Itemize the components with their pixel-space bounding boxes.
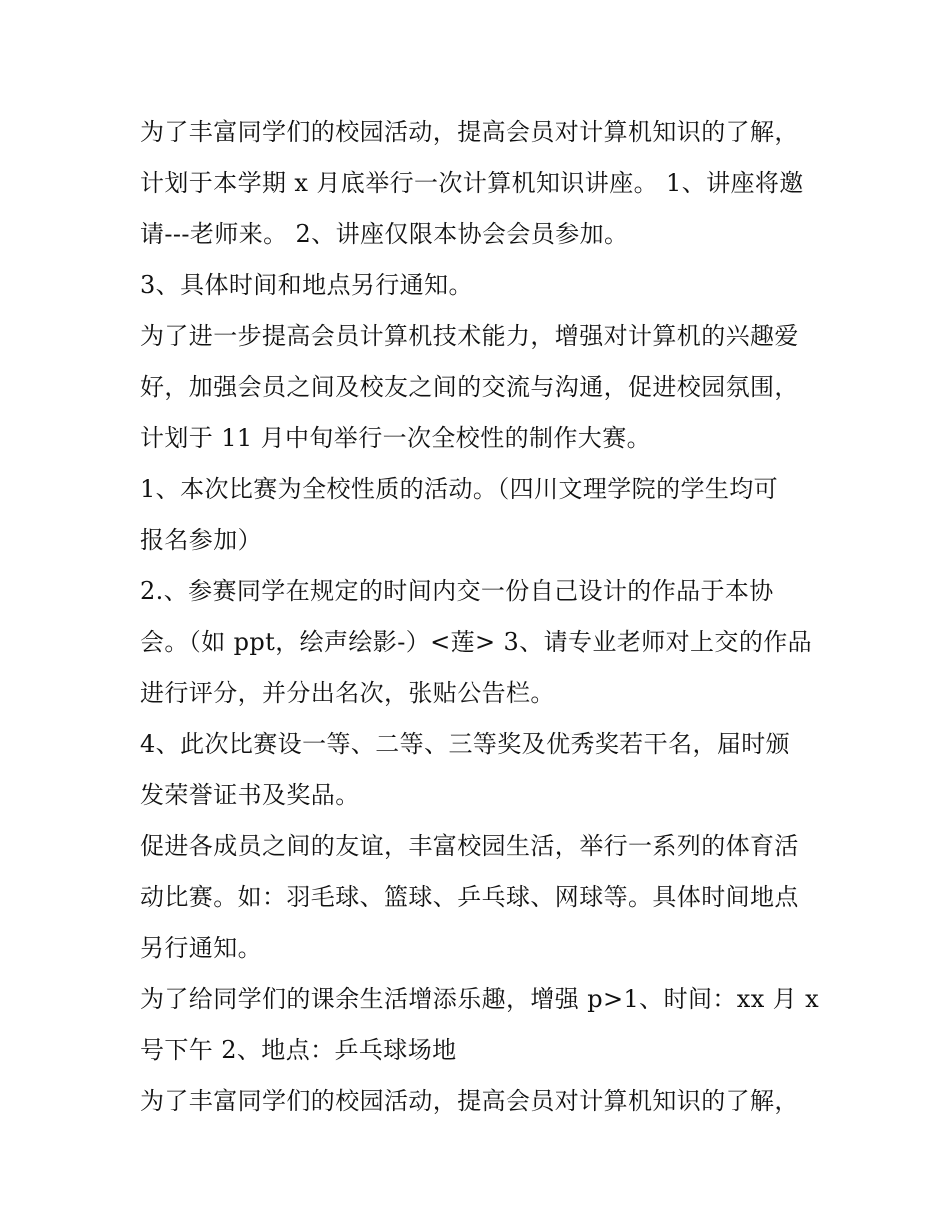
text-line: 为了给同学们的课余生活增添乐趣，增强 p>1、时间：xx 月 x (140, 985, 820, 1013)
text-line: 好，加强会员之间及校友之间的交流与沟通，促进校园氛围， (140, 373, 799, 401)
text-line: 报名参加） (140, 526, 262, 554)
text-line: 发荣誉证书及奖品。 (140, 781, 360, 809)
text-line: 为了进一步提高会员计算机技术能力，增强对计算机的兴趣爱 (140, 322, 799, 350)
text-line: 2.、参赛同学在规定的时间内交一份自己设计的作品于本协 (140, 577, 774, 605)
text-line: 会。（如 ppt，绘声绘影-）<莲> 3、请专业老师对上交的作品 (140, 628, 813, 656)
text-line: 促进各成员之间的友谊，丰富校园生活，举行一系列的体育活 (140, 832, 799, 860)
text-line: 4、此次比赛设一等、二等、三等奖及优秀奖若干名，届时颁 (140, 730, 791, 758)
text-line: 为了丰富同学们的校园活动，提高会员对计算机知识的了解， (140, 118, 799, 146)
text-line: 号下午 2、地点：乒乓球场地 (140, 1036, 457, 1064)
text-line: 为了丰富同学们的校园活动，提高会员对计算机知识的了解， (140, 1087, 799, 1115)
text-line: 计划于本学期 x 月底举行一次计算机知识讲座。 1、讲座将邀 (140, 169, 804, 197)
text-line: 3、具体时间和地点另行通知。 (140, 271, 473, 299)
text-line: 1、本次比赛为全校性质的活动。（四川文理学院的学生均可 (140, 475, 779, 503)
text-line: 进行评分，并分出名次，张贴公告栏。 (140, 679, 555, 707)
text-line: 动比赛。如：羽毛球、篮球、乒乓球、网球等。具体时间地点 (140, 883, 799, 911)
text-line: 请---老师来。 2、讲座仅限本协会会员参加。 (140, 220, 629, 248)
text-line: 另行通知。 (140, 934, 262, 962)
text-line: 计划于 11 月中旬举行一次全校性的制作大赛。 (140, 424, 651, 452)
document-body (140, 107, 820, 1127)
